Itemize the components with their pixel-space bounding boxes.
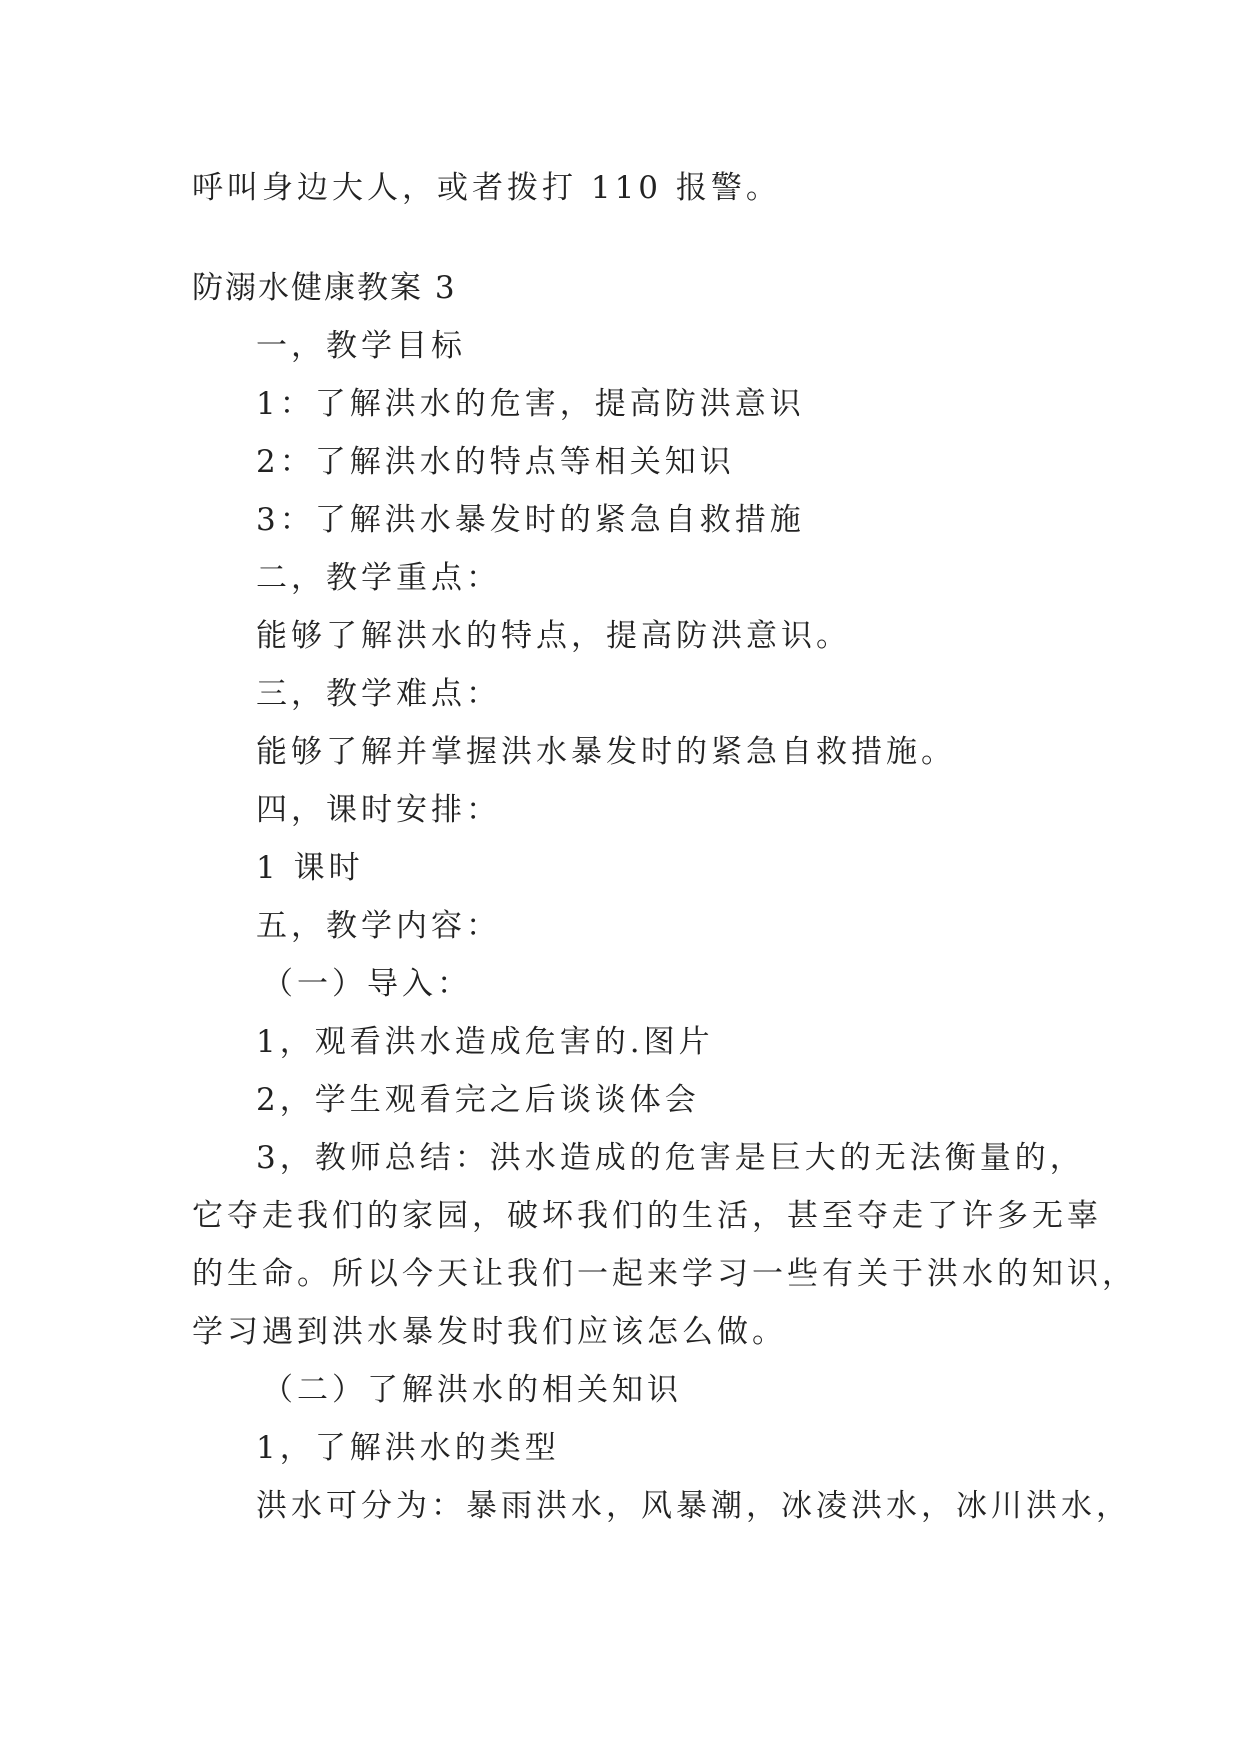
section-title: 防溺水健康教案 3 — [192, 270, 457, 306]
text-line: 1，了解洪水的类型 — [256, 1430, 560, 1466]
subheading-line: （二）了解洪水的相关知识 — [262, 1372, 682, 1408]
text-line: 它夺走我们的家园，破坏我们的生活，甚至夺走了许多无辜 — [192, 1198, 1102, 1234]
text-line: 2，学生观看完之后谈谈体会 — [256, 1082, 700, 1118]
heading-line: 三，教学难点： — [256, 676, 501, 712]
text-line: 学习遇到洪水暴发时我们应该怎么做。 — [192, 1314, 787, 1350]
text-line: 的生命。所以今天让我们一起来学习一些有关于洪水的知识， — [192, 1256, 1137, 1292]
text-line: 呼叫身边大人，或者拨打 110 报警。 — [192, 170, 781, 206]
heading-line: 二，教学重点： — [256, 560, 501, 596]
text-line: 能够了解洪水的特点，提高防洪意识。 — [256, 618, 851, 654]
text-line: 2：了解洪水的特点等相关知识 — [256, 444, 735, 480]
text-line: 3：了解洪水暴发时的紧急自救措施 — [256, 502, 805, 538]
text-line: 1：了解洪水的危害，提高防洪意识 — [256, 386, 805, 422]
subheading-line: （一）导入： — [262, 966, 472, 1002]
text-line: 1，观看洪水造成危害的.图片 — [256, 1024, 714, 1060]
text-line: 1 课时 — [256, 850, 364, 886]
text-line: 能够了解并掌握洪水暴发时的紧急自救措施。 — [256, 734, 956, 770]
text-line: 洪水可分为：暴雨洪水，风暴潮，冰凌洪水，冰川洪水， — [256, 1488, 1131, 1524]
heading-line: 五，教学内容： — [256, 908, 501, 944]
text-line: 3，教师总结：洪水造成的危害是巨大的无法衡量的， — [256, 1140, 1085, 1176]
heading-line: 四，课时安排： — [256, 792, 501, 828]
heading-line: 一，教学目标 — [256, 328, 466, 364]
